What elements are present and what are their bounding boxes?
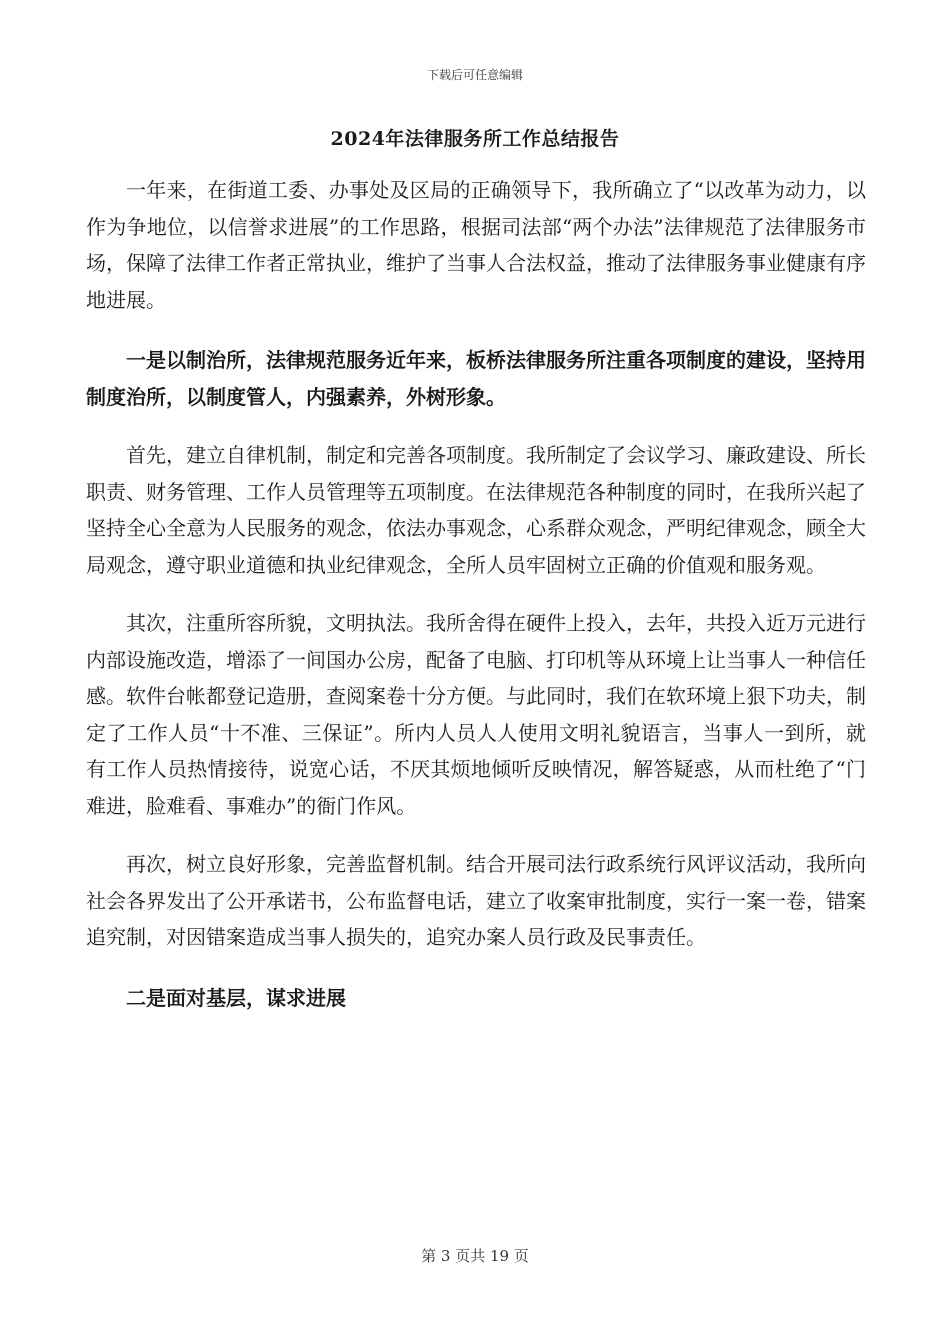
page-number: 第 3 页共 19 页 xyxy=(421,1247,529,1265)
section-heading-two: 二是面对基层，谋求进展 xyxy=(126,985,346,1010)
document-title: 2024年法律服务所工作总结报告 xyxy=(330,128,620,150)
paragraph-third: 再次，树立良好形象，完善监督机制。结合开展司法行政系统行风评议活动，我所向社会各界发出了公开承诺书，公布监督电话，建立了收案审批制度，实行一案一卷，错案追究制，对因错案造成当事人损失的，追究办案人员行政及民事责任。 xyxy=(86,852,866,949)
section-heading-one: 一是以制治所，法律规范服务近年来，板桥法律服务所注重各项制度的建设，坚持用制度治所，以制度管人，内强素养，外树形象。 xyxy=(86,348,866,409)
document-body xyxy=(86,172,866,1016)
intro-paragraph: 一年来，在街道工委、办事处及区局的正确领导下，我所确立了“以改革为动力，以作为争地位，以信誉求进展”的工作思路，根据司法部“两个办法”法律规范了法律服务市场，保障了法律工作者正常执业，维护了当事人合法权益，推动了法律服务事业健康有序地进展。 xyxy=(86,178,866,312)
paragraph-first: 首先，建立自律机制，制定和完善各项制度。我所制定了会议学习、廉政建设、所长职责、财务管理、工作人员管理等五项制度。在法律规范各种制度的同时，在我所兴起了坚持全心全意为人民服务的观念，依法办事观念，心系群众观念，严明纪律观念，顾全大局观念，遵守职业道德和执业纪律观念，全所人员牢固树立正确的价值观和服务观。 xyxy=(86,443,866,577)
paragraph-second: 其次，注重所容所貌，文明执法。我所舍得在硬件上投入，去年，共投入近万元进行内部设施改造，增添了一间国办公房，配备了电脑、打印机等从环境上让当事人一种信任感。软件台帐都登记造册，查阅案卷十分方便。与此同时，我们在软环境上狠下功夫，制定了工作人员“十不准、三保证”。所内人员人人使用文明礼貌语言，当事人一到所，就有工作人员热情接待，说宽心话，不厌其烦地倾听反映情况，解答疑惑，从而杜绝了“门难进，脸难看、事难办”的衙门作风。 xyxy=(86,611,866,818)
download-note: 下载后可任意编辑 xyxy=(426,68,523,82)
